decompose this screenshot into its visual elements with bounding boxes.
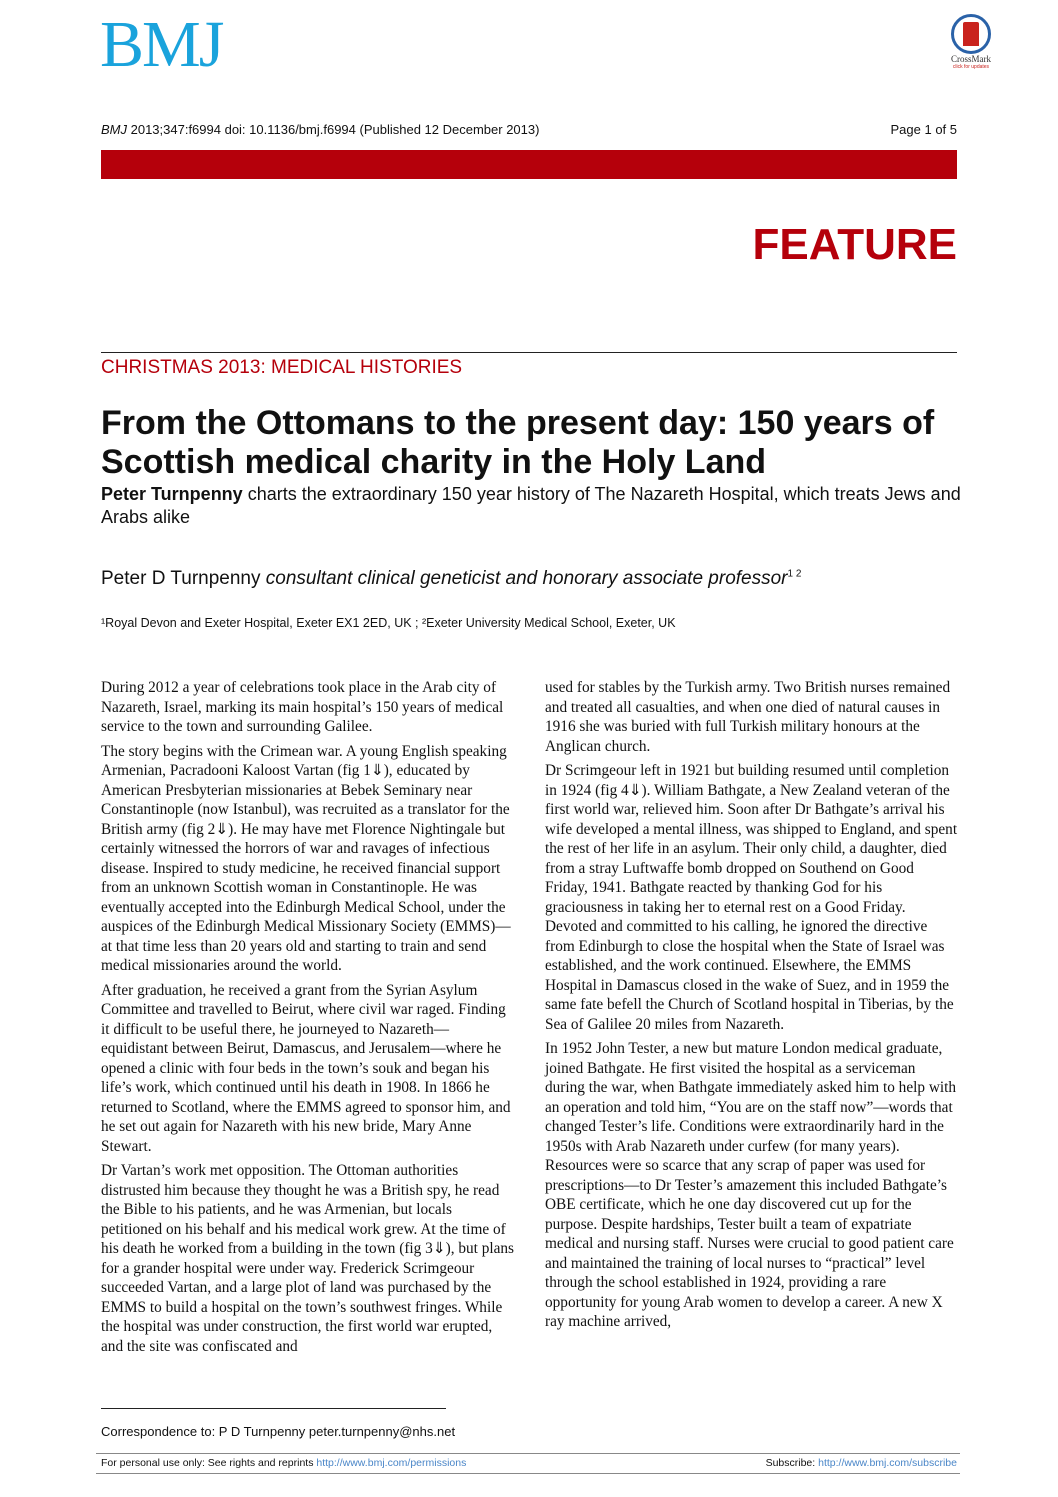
header-bar (101, 150, 957, 179)
body-paragraph: After graduation, he received a grant from the Syrian Asylum Committee and travelled to Beirut, where civil war raged. Finding it difficult to be useful there, he journeyed to Nazareth—equidistant between Beirut, Damascus, and Jerusalem—where he opened a clinic with four beds in the town’s souk and began his life’s work, which continued until his death in 1908. In 1866 he returned to Scotland, where the EMMS agreed to sponsor him, and he set out again for Nazareth with his new bride, Mary Anne Stewart. (101, 981, 511, 1155)
standfirst-text: charts the extraordinary 150 year history of The Nazareth Hospital, which treats Jews and Arabs alike (101, 484, 961, 527)
correspondence: Correspondence to: P D Turnpenny peter.turnpenny@nhs.net (101, 1424, 456, 1439)
article-title: From the Ottomans to the present day: 150 years of Scottish medical charity in the Holy Land (101, 404, 935, 481)
body-paragraph: The story begins with the Crimean war. A young English speaking Armenian, Pacradooni Kaloost Vartan (fig 1⇓), educated by American Presbyterian missionaries at Bebek Seminary near Constantinople (now Istanbul), was recruited as a translator for the British army (fig 2⇓). He may have met Florence Nightingale but certainly witnessed the horrors of war and ravages of infectious disease. Inspired to study medicine, he received financial support from an unknown Scottish woman in Constantinople. He was eventually accepted into the Edinburgh Medical School, under the auspices of the Edinburgh Medical Missionary Society (EMMS)—at that time less than 20 years old and starting to train and send medical missionaries around the world. (101, 742, 511, 974)
footnote-divider (101, 1408, 446, 1409)
citation-details: 2013;347:f6994 doi: 10.1136/bmj.f6994 (Published 12 December 2013) (127, 122, 540, 137)
footer-rights (101, 1457, 466, 1469)
footer-rights-text: For personal use only: See rights and reprints (101, 1457, 317, 1469)
permissions-link[interactable]: http://www.bmj.com/permissions (316, 1457, 467, 1469)
body-paragraph: During 2012 a year of celebrations took place in the Arab city of Nazareth, Israel, marking its main hospital’s 150 years of medical service to the town and surrounding Galilee. (101, 679, 504, 735)
body-paragraph: used for stables by the Turkish army. Two British nurses remained and treated all casualties, and when one died of natural causes in 1916 she was buried with full Turkish military honours at the Anglican church. (545, 679, 951, 755)
crossmark-sublabel: click for updates (952, 64, 990, 70)
affiliations: ¹Royal Devon and Exeter Hospital, Exeter EX1 2ED, UK ; ²Exeter University Medical School, Exeter, UK (101, 616, 676, 630)
standfirst (101, 483, 961, 529)
standfirst-author: Peter Turnpenny (101, 484, 243, 504)
journal-name: BMJ (101, 122, 127, 137)
crossmark-icon (951, 14, 991, 54)
body-column-right (545, 678, 959, 1337)
author-affil-refs: 1 2 (787, 568, 802, 580)
subscribe-link[interactable]: http://www.bmj.com/subscribe (818, 1457, 957, 1469)
footer-subscribe-text: Subscribe: (765, 1457, 819, 1469)
author-line (101, 568, 801, 590)
author-role: consultant clinical geneticist and honorary associate professor (265, 568, 788, 589)
body-paragraph: Dr Vartan’s work met opposition. The Ottoman authorities distrusted him because they thought he was a British spy, he read the Bible to his patients, and he was Armenian, but locals petitioned on his behalf and his medical work grew. At the time of his death he worked from a building in the town (fig 3⇓), but plans for a grander hospital were under way. Frederick Scrimgeour succeeded Vartan, and a large plot of land was purchased by the EMMS to build a hospital on the town’s southwest fringes. While the hospital was under construction, the first world war erupted, and the site was confiscated and (101, 1162, 515, 1355)
body-paragraph: In 1952 John Tester, a new but mature London medical graduate, joined Bathgate. He first visited the hospital as a serviceman during the war, when Bathgate immediately asked him to help with an operation and told him, “You are on the staff now”—words that changed Tester’s life. Conditions were extraordinarily hard in the 1950s with Arab Nazareth under curfew (for many years). Resources were so scarce that any scrap of paper was used for prescriptions—to Dr Tester’s amazement this included Bathgate’s OBE certificate, which he one day discovered cut up for the purpose. Despite hardships, Tester built a team of expatriate medical and nursing staff. Nurses were crucial to good patient care and maintained the training of local nurses to “practical” level through the school established in 1924, providing a rare opportunity for young Arab women to develop a career. A new X ray machine arrived, (545, 1040, 957, 1330)
crossmark-badge[interactable] (944, 14, 998, 70)
bmj-logo: BMJ (100, 8, 223, 81)
page-footer (96, 1453, 960, 1474)
body-column-left (101, 678, 515, 1361)
divider (101, 352, 957, 353)
page-number: Page 1 of 5 (890, 122, 957, 137)
footer-subscribe (766, 1457, 957, 1469)
article-type: FEATURE (752, 220, 957, 269)
citation-line (101, 122, 539, 137)
section-label: CHRISTMAS 2013: MEDICAL HISTORIES (101, 357, 463, 378)
author-name: Peter D Turnpenny (101, 568, 266, 589)
body-paragraph: Dr Scrimgeour left in 1921 but building resumed until completion in 1924 (fig 4⇓). William Bathgate, a New Zealand veteran of the first world war, relieved him. Soon after Dr Bathgate’s arrival his wife developed a mental illness, was shipped to England, and spent the rest of her life in an asylum. Their only child, a daughter, died from a stray Luftwaffe bomb dropped on Southend on Good Friday, 1941. Bathgate reacted by thanking God for his graciousness in taking her to eternal rest on a Good Friday. Devoted and committed to his calling, he ignored the directive from Edinburgh to close the hospital when the State of Israel was established, and the work continued. Elsewhere, the EMMS Hospital in Damascus closed in the wake of Suez, and in 1959 the same fate befell the Church of Scotland hospital in Tiberias, by the Sea of Galilee 20 miles from Nazareth. (545, 762, 958, 1033)
crossmark-label: CrossMark (951, 54, 991, 64)
